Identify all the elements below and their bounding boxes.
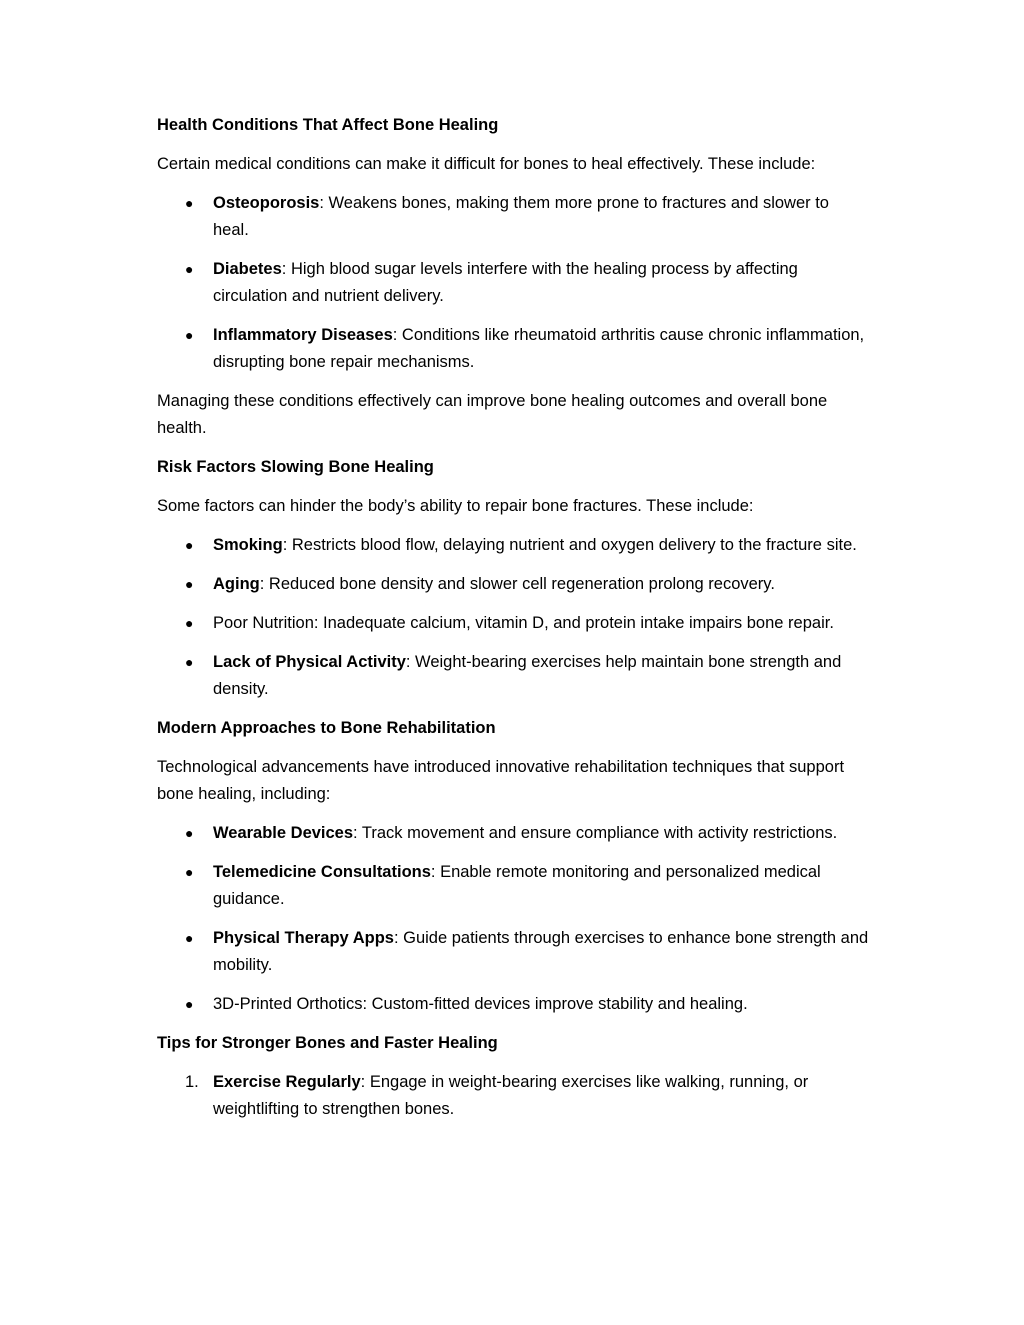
list-item — [157, 649, 869, 703]
item-term: Physical Therapy Apps — [213, 929, 394, 947]
bullet-icon: ● — [185, 996, 194, 1012]
list-item — [157, 925, 869, 979]
section-outro: Managing these conditions effectively can improve bone healing outcomes and overall bone health. — [157, 392, 828, 437]
item-text: : Enable remote monitoring and personalized medical guidance. — [213, 863, 821, 908]
item-number: 1. — [185, 1073, 199, 1091]
bullet-icon: ● — [185, 195, 194, 211]
item-text: : Weight-bearing exercises help maintain bone strength and density. — [213, 653, 842, 698]
bullet-icon: ● — [185, 864, 194, 880]
section-heading: Risk Factors Slowing Bone Healing — [157, 458, 434, 476]
section-intro: Technological advancements have introduced innovative rehabilitation techniques that support bone healing, including: — [157, 758, 845, 803]
list-item — [157, 532, 869, 559]
item-text: : Weakens bones, making them more prone to fractures and slower to heal. — [213, 194, 829, 239]
item-text: : Reduced bone density and slower cell regeneration prolong recovery. — [259, 575, 775, 593]
list-item — [157, 571, 869, 598]
list-item — [157, 190, 869, 244]
bullet-icon: ● — [185, 654, 194, 670]
bullet-icon: ● — [185, 576, 194, 592]
item-term: Telemedicine Consultations — [213, 863, 431, 881]
bullet-icon: ● — [185, 825, 194, 841]
section-intro: Certain medical conditions can make it difficult for bones to heal effectively. These include: — [157, 155, 816, 173]
item-text: : Guide patients through exercises to enhance bone strength and mobility. — [213, 929, 869, 974]
item-term: Diabetes — [213, 260, 282, 278]
item-term: Osteoporosis — [213, 194, 320, 212]
item-term: Smoking — [213, 536, 283, 554]
list-item — [157, 610, 869, 637]
list-item — [157, 859, 869, 913]
item-text: : Track movement and ensure compliance with activity restrictions. — [353, 824, 838, 842]
section-heading: Health Conditions That Affect Bone Healing — [157, 116, 499, 134]
bullet-icon: ● — [185, 930, 194, 946]
item-text: : Conditions like rheumatoid arthritis cause chronic inflammation, disrupting bone repair mechanisms. — [213, 326, 865, 371]
item-term: Exercise Regularly — [213, 1073, 361, 1091]
bullet-icon: ● — [185, 537, 194, 553]
item-text: : High blood sugar levels interfere with the healing process by affecting circulation and nutrient delivery. — [213, 260, 798, 305]
section-heading: Tips for Stronger Bones and Faster Healing — [157, 1034, 498, 1052]
list-item — [157, 1069, 869, 1123]
item-text: : Engage in weight-bearing exercises like walking, running, or weightlifting to strengthen bones. — [213, 1073, 809, 1118]
item-term: Aging — [213, 575, 260, 593]
document-page — [157, 112, 869, 1135]
bullet-icon: ● — [185, 327, 194, 343]
bullet-list — [157, 190, 869, 376]
item-text: 3D-Printed Orthotics: Custom-fitted devices improve stability and healing. — [213, 995, 748, 1013]
item-term: Lack of Physical Activity — [213, 653, 406, 671]
list-item — [157, 322, 869, 376]
item-term: Inflammatory Diseases — [213, 326, 393, 344]
list-item — [157, 256, 869, 310]
bullet-list — [157, 820, 869, 1018]
item-text: Poor Nutrition: Inadequate calcium, vitamin D, and protein intake impairs bone repair. — [213, 614, 834, 632]
item-term: Wearable Devices — [213, 824, 354, 842]
item-text: : Restricts blood flow, delaying nutrient and oxygen delivery to the fracture site. — [282, 536, 857, 554]
section-intro: Some factors can hinder the body’s ability to repair bone fractures. These include: — [157, 497, 754, 515]
bullet-icon: ● — [185, 615, 194, 631]
section-heading: Modern Approaches to Bone Rehabilitation — [157, 719, 496, 737]
list-item — [157, 991, 869, 1018]
bullet-icon: ● — [185, 261, 194, 277]
list-item — [157, 820, 869, 847]
bullet-list — [157, 532, 869, 703]
numbered-list — [157, 1069, 869, 1123]
